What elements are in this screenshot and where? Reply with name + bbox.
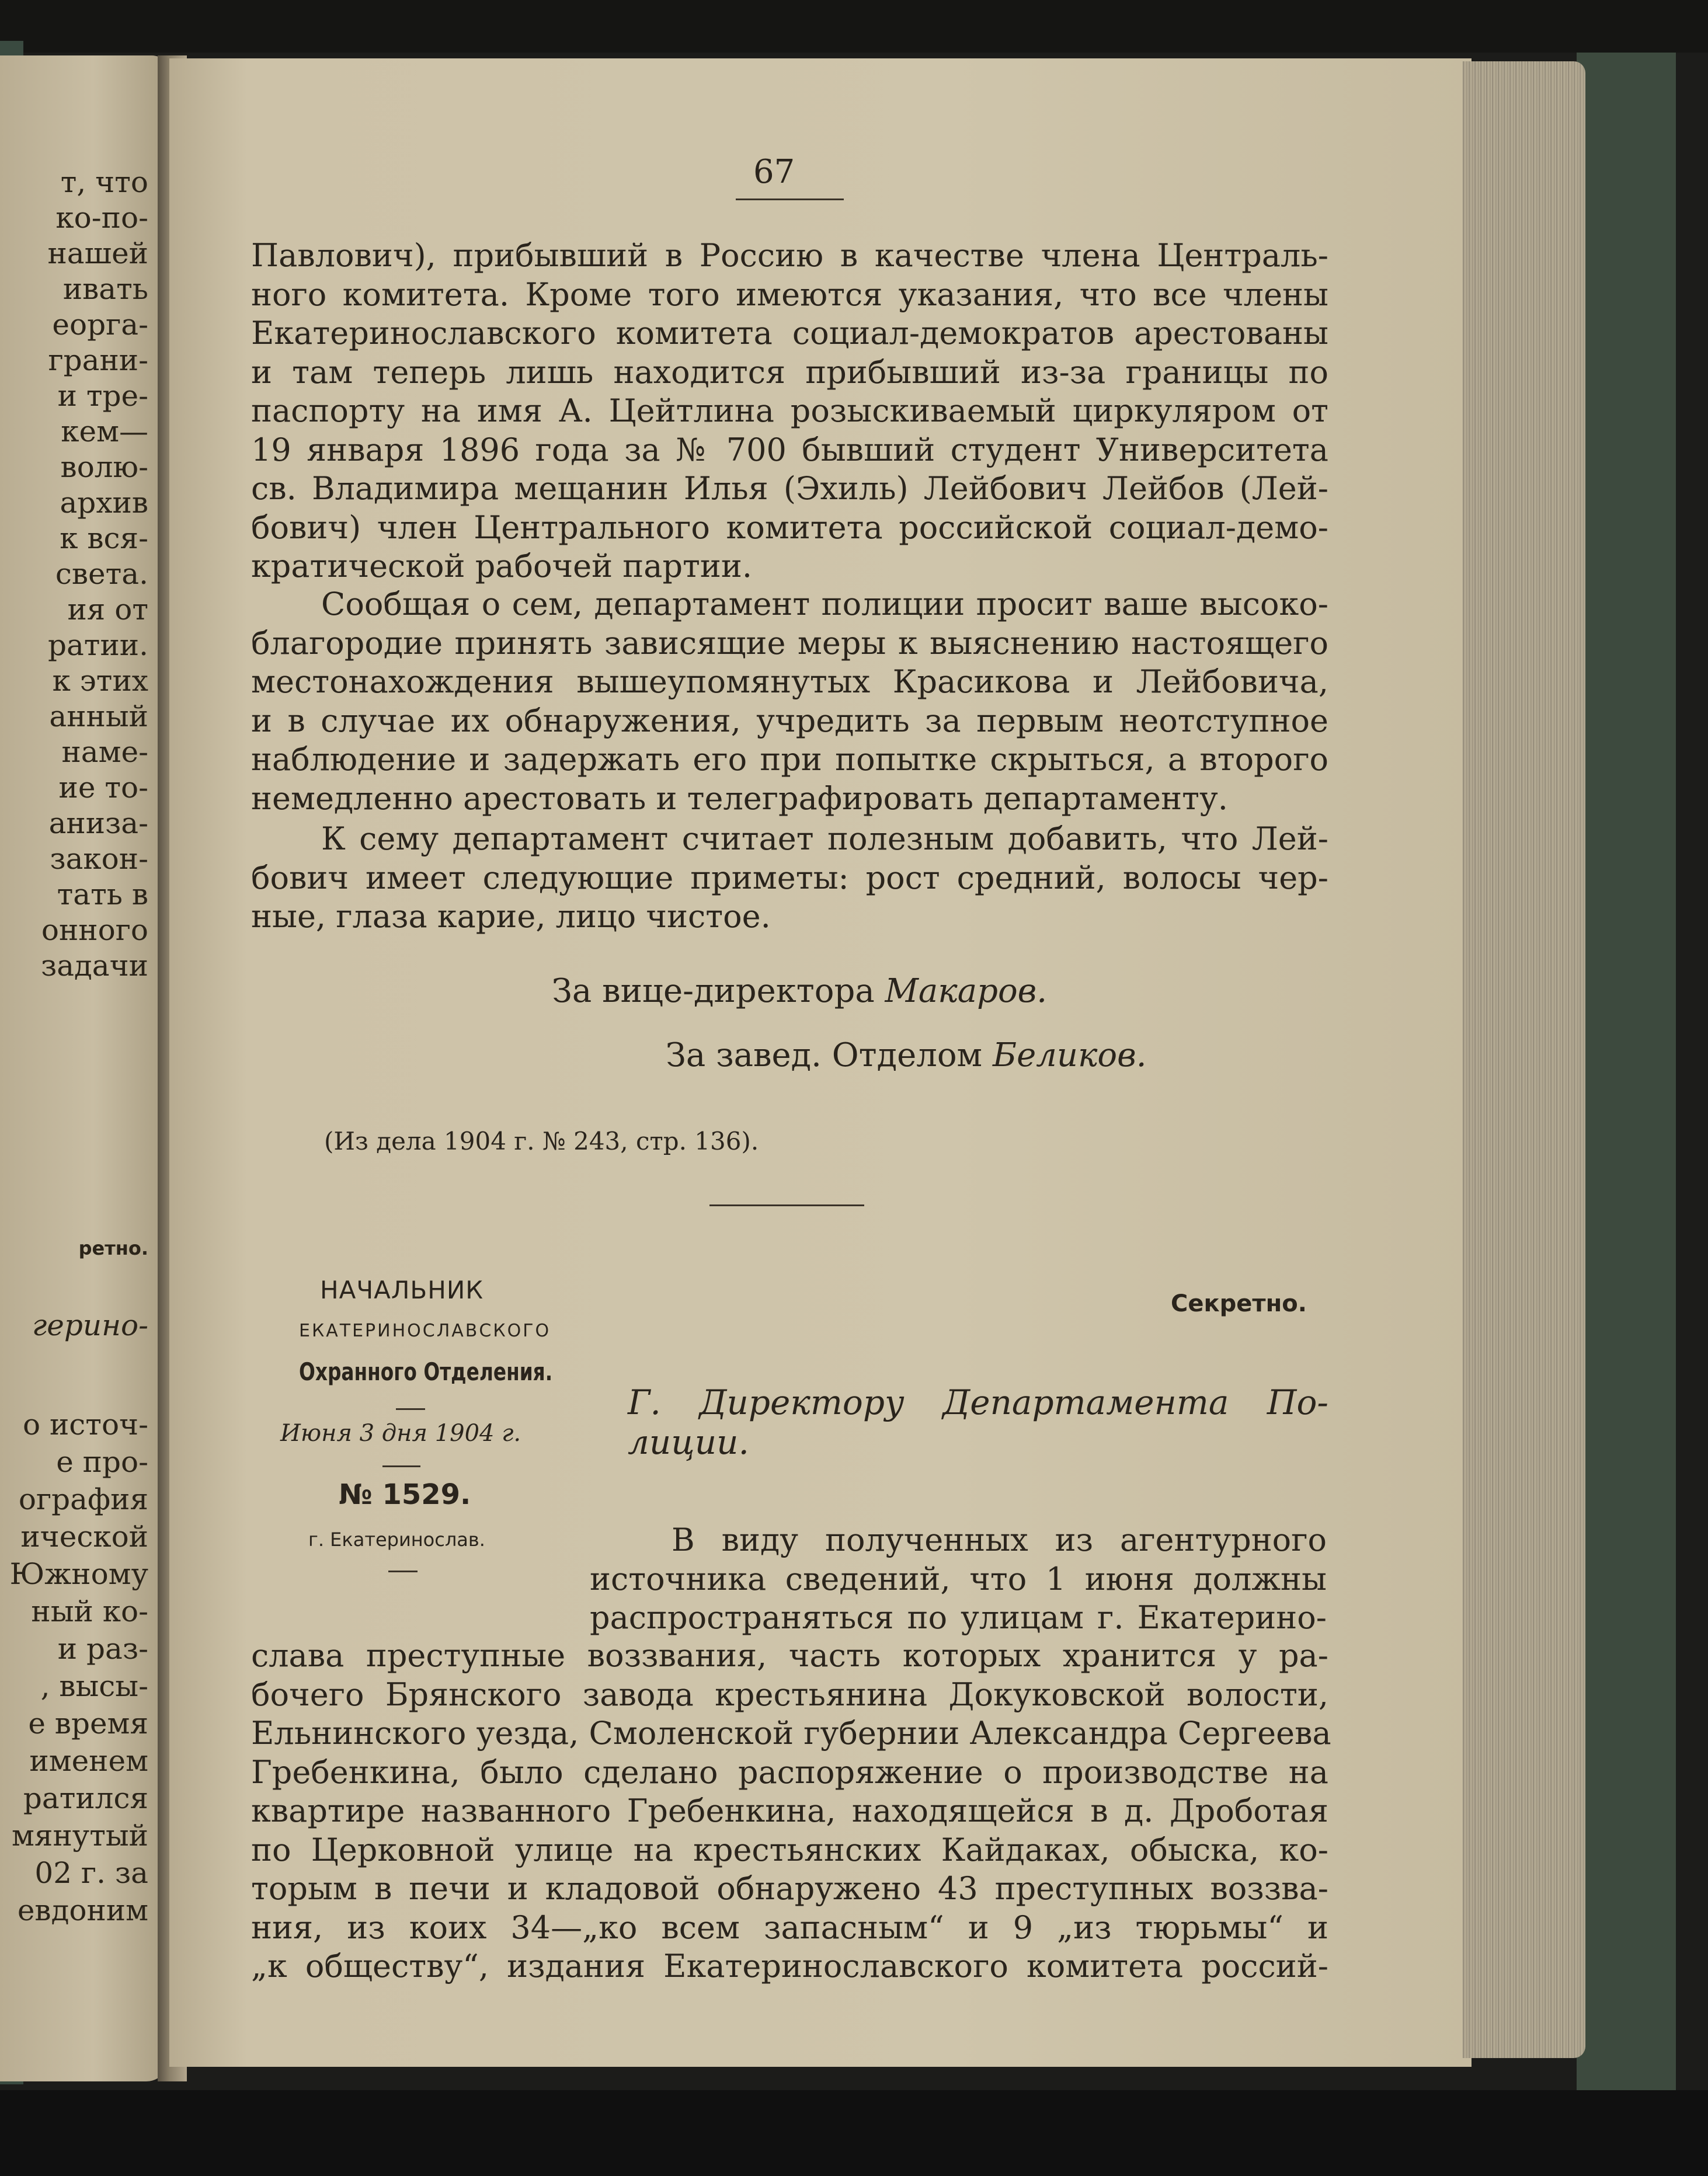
text-line: Ельнинского уезда, Смоленской губернии Александра Сергеева (251, 1715, 1331, 1752)
separator-rule (709, 1204, 864, 1206)
left-page-line: ография (18, 1482, 148, 1516)
text-line: источника сведений, что 1 июня должны (590, 1560, 1327, 1597)
backdrop-bottom (0, 2090, 1708, 2176)
left-page-line: еорга- (52, 308, 148, 342)
text-line: кратической рабочей партии. (251, 548, 753, 584)
page-edges (1463, 61, 1585, 2058)
letter2-body (251, 1637, 1331, 1986)
text-line: Екатеринославского комитета социал-демократов арестованы (251, 315, 1328, 351)
text-line: и там теперь лишь находится прибывший из-за границы по (251, 353, 1328, 391)
addressee (628, 1383, 1328, 1462)
letter1-paragraph2 (251, 585, 1328, 818)
text-line: квартире названного Гребенкина, находящейся в д. Дроботая (251, 1792, 1328, 1829)
left-page-line: е время (28, 1707, 148, 1740)
left-page-line: ратился (23, 1781, 148, 1815)
text-line: бович имеет следующие приметы: рост средний, волосы чер- (251, 859, 1328, 896)
letter2-intro (590, 1521, 1327, 1638)
text-line: местонахождения вышеупомянутых Красикова и Лейбовича, (251, 663, 1328, 700)
left-page-line: е про- (56, 1445, 148, 1479)
left-page-line: волю- (60, 450, 148, 484)
header-rule (388, 1571, 418, 1572)
text-line: по Церковной улице на крестьянских Кайдаках, обыска, ко- (251, 1831, 1328, 1868)
text-line: 19 января 1896 года за № 700 бывший студент Университета (251, 431, 1328, 468)
left-page-line: наме- (61, 735, 148, 769)
left-page-line: ко-по- (55, 201, 148, 235)
text-line: торым в печи и кладовой обнаружено 43 преступных воззва- (251, 1870, 1328, 1907)
text-line: немедленно арестовать и телеграфировать департаменту. (251, 779, 1228, 817)
header-subtitle: ЕКАТЕРИНОСЛАВСКОГО (299, 1321, 551, 1341)
backdrop-top (0, 0, 1708, 53)
letter1-paragraph3 (251, 820, 1328, 936)
left-page-line: задачи (40, 949, 148, 983)
text-line: ния, из коих 34—„ко всем запасным“ и 9 „из тюрьмы“ и (251, 1909, 1328, 1946)
signature-label: За вице-директора (552, 972, 875, 1010)
text-line: Гребенкина, было сделано распоряжение о производстве на (251, 1753, 1328, 1791)
left-page-line: кем— (61, 415, 148, 448)
left-page-line: евдоним (17, 1893, 148, 1927)
left-page-line: анный (49, 699, 148, 733)
left-page-secret: ретно. (78, 1237, 148, 1259)
text-line: благородие принять зависящие меры к выяснению настоящего (251, 624, 1328, 661)
text-line: бович) член Центрального комитета российской социал-демо- (251, 509, 1328, 546)
header-date: Июня 3 дня 1904 г. (280, 1420, 521, 1447)
left-page-line: онного (41, 913, 148, 947)
left-page-line: аниза- (48, 806, 148, 840)
left-page-line: и раз- (57, 1632, 148, 1666)
signature-name: Макаров. (885, 972, 1048, 1010)
text-line: Г. Директору Департамента По- (628, 1383, 1328, 1422)
left-page-line: архив (60, 486, 148, 520)
header-city: г. Екатеринослав. (308, 1529, 485, 1551)
signature-name: Беликов. (992, 1036, 1147, 1074)
secret-stamp: Секретно. (1171, 1290, 1307, 1317)
text-line: и в случае их обнаружения, учредить за первым неотступное (251, 702, 1328, 739)
left-page-line: ивать (62, 272, 148, 306)
left-page-line: ие то- (58, 771, 148, 805)
left-page-line: нашей (47, 236, 148, 270)
left-page-line: ратии. (47, 628, 148, 662)
text-line: К сему департамент считает полезным добавить, что Лей- (321, 820, 1328, 857)
left-page-line: тать в (57, 878, 148, 911)
text-line: ные, глаза карие, лицо чистое. (251, 898, 771, 935)
document-number: № 1529. (339, 1478, 471, 1511)
text-line: Павлович), прибывший в Россию в качестве члена Централь- (251, 237, 1328, 274)
signature-department-head (666, 1036, 1147, 1074)
letter1-paragraph1 (251, 236, 1328, 586)
header-title: НАЧАЛЬНИК (320, 1276, 484, 1304)
left-page-line: ической (20, 1520, 148, 1554)
left-page-line: , высы- (40, 1669, 148, 1703)
left-page-line: закон- (50, 842, 148, 876)
left-page-line: 02 г. за (34, 1856, 148, 1890)
text-line: Сообщая о сем, департамент полиции просит ваше высоко- (321, 586, 1328, 622)
text-line: бочего Брянского завода крестьянина Докуковской волости, (251, 1676, 1328, 1713)
left-page-italic: герино- (32, 1308, 148, 1342)
left-page-line: и тре- (57, 379, 148, 413)
text-line: слава преступные воззвания, часть которых хранится у ра- (251, 1637, 1328, 1674)
book-cover-right (1577, 53, 1676, 2090)
left-page-line: Южному (9, 1557, 148, 1591)
left-page (0, 55, 169, 2081)
header-rule (382, 1465, 420, 1467)
text-line: распространяться по улицам г. Екатерино- (590, 1599, 1327, 1636)
left-page-line: ный ко- (31, 1594, 148, 1628)
signature-vice-director (552, 972, 1047, 1010)
page-number: 67 (753, 153, 795, 191)
header-rule (396, 1408, 425, 1410)
left-page-line: к вся- (60, 521, 148, 555)
header-department: Охранного Отделения. (299, 1357, 553, 1386)
left-page-line: именем (29, 1744, 148, 1778)
text-line: паспорту на имя А. Цейтлина розыскиваемый циркуляром от (251, 392, 1328, 429)
left-page-line: мянутый (12, 1819, 148, 1853)
text-line: ного комитета. Кроме того имеются указания, что все члены (251, 276, 1328, 313)
text-line: лиции. (628, 1422, 749, 1462)
text-line: В виду полученных из агентурного (672, 1522, 1327, 1558)
text-line: наблюдение и задержать его при попытке скрыться, а второго (251, 741, 1328, 778)
left-page-line: т, что (60, 165, 148, 199)
left-page-line: грани- (48, 343, 148, 377)
left-page-line: к этих (52, 664, 148, 698)
left-page-line: света. (55, 557, 148, 591)
signature-label: За завед. Отделом (666, 1036, 983, 1074)
left-page-line: о источ- (22, 1408, 148, 1442)
page-number-rule (736, 199, 844, 200)
text-line: св. Владимира мещанин Илья (Эхиль) Лейбович Лейбов (Лей- (251, 470, 1328, 507)
left-page-line: ия от (67, 593, 148, 626)
source-reference: (Из дела 1904 г. № 243, стр. 136). (324, 1127, 759, 1155)
text-line: „к обществу“, издания Екатеринославского комитета россий- (251, 1948, 1328, 1984)
